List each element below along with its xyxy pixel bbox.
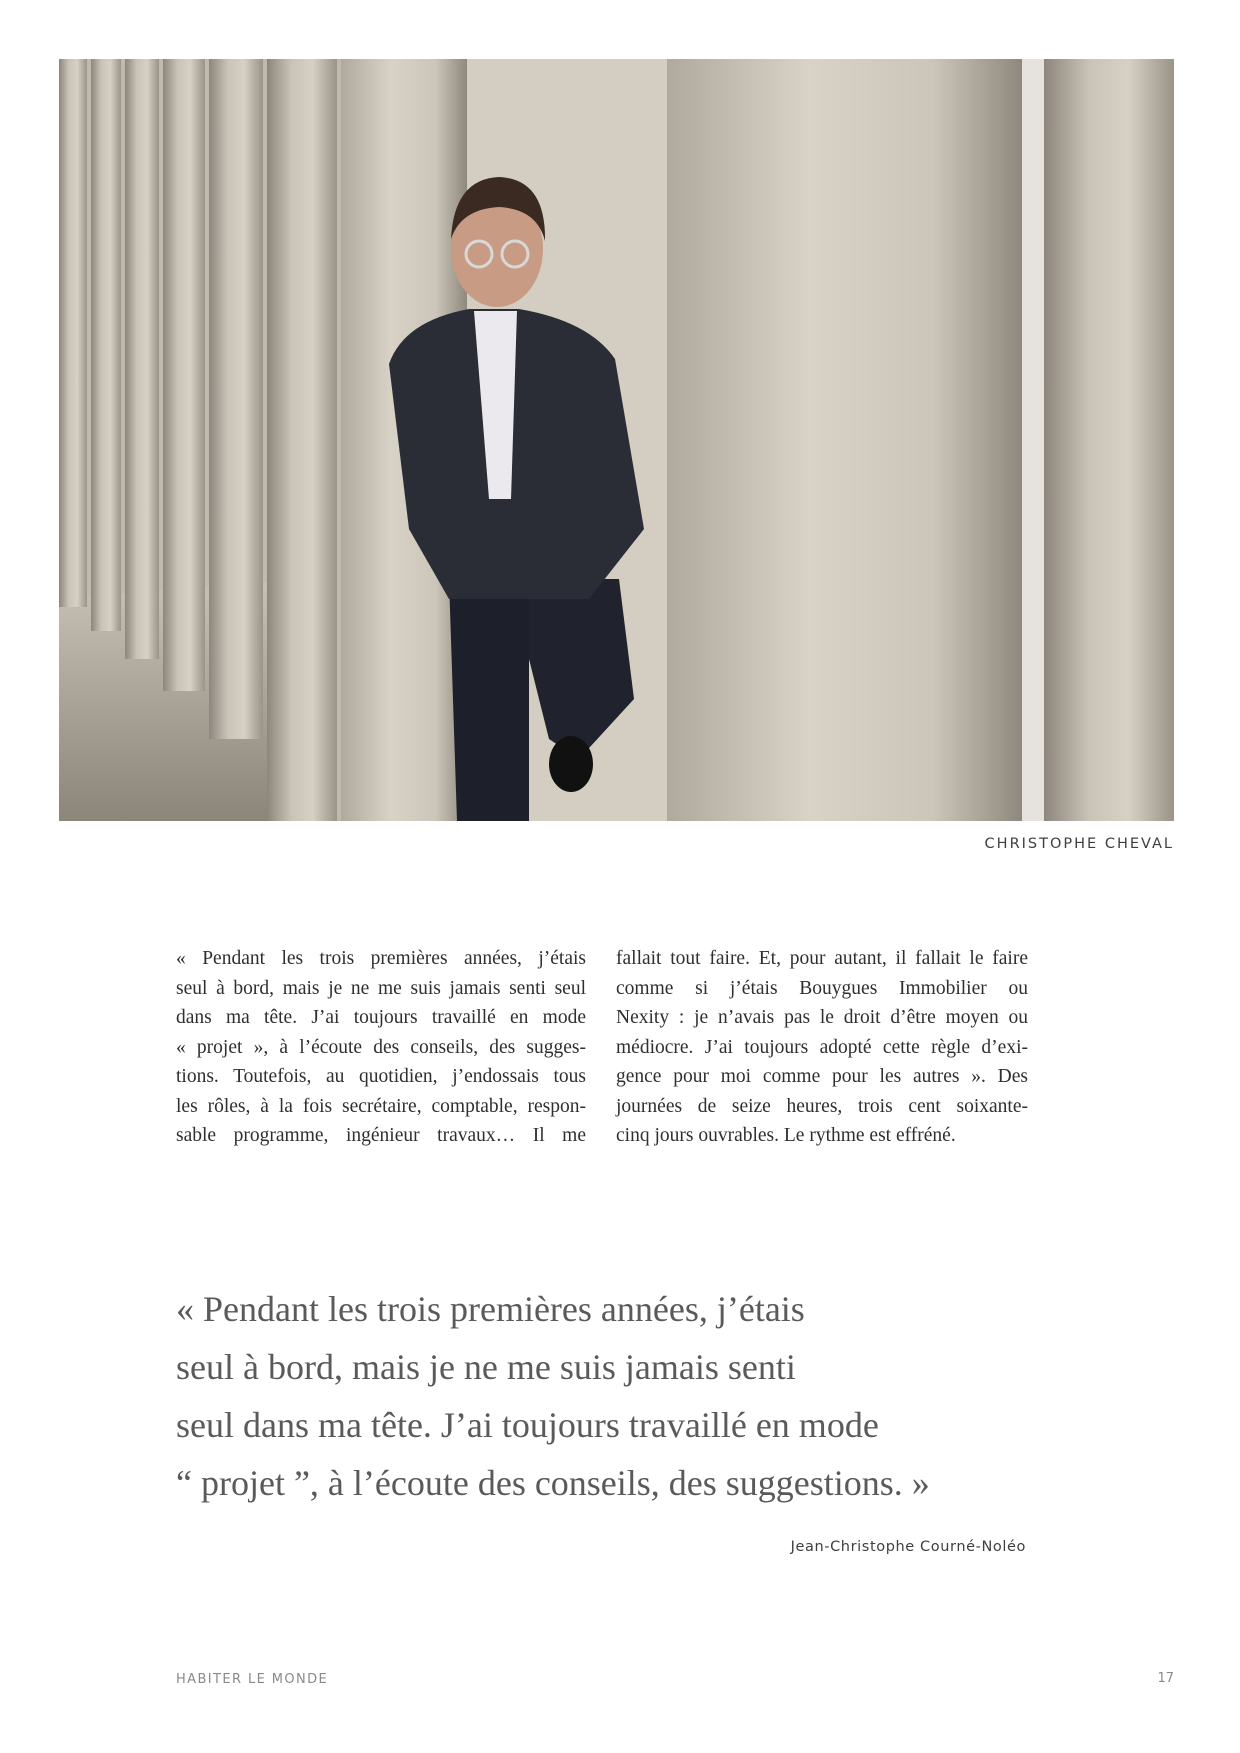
body-line: comme si j’étais Bouygues Immobilier ou	[616, 977, 1028, 999]
body-line: médiocre. J’ai toujours adopté cette règle d’exi-	[616, 1036, 1028, 1058]
body-line: seul à bord, mais je ne me suis jamais senti seul	[176, 977, 586, 999]
body-line: « projet », à l’écoute des conseils, des sugges-	[176, 1036, 586, 1058]
pull-quote-line: seul à bord, mais je ne me suis jamais senti	[176, 1347, 796, 1387]
body-line: les rôles, à la fois secrétaire, comptable, respon-	[176, 1095, 586, 1117]
body-column-left	[176, 944, 586, 1151]
pull-quote	[176, 1280, 1056, 1512]
body-line: sable programme, ingénieur travaux… Il me	[176, 1125, 586, 1146]
body-line: journées de seize heures, trois cent soixante-	[616, 1095, 1028, 1117]
pull-quote-line: seul dans ma tête. J’ai toujours travaillé en mode	[176, 1405, 879, 1445]
photo-credit: CHRISTOPHE CHEVAL	[984, 836, 1174, 852]
body-line: fallait tout faire. Et, pour autant, il fallait le faire	[616, 948, 1028, 969]
quote-attribution: Jean-Christophe Courné-Noléo	[790, 1539, 1026, 1555]
body-line: Nexity : je n’avais pas le droit d’être moyen ou	[616, 1007, 1028, 1028]
body-column-right	[616, 944, 1028, 1151]
colonnade-portrait-illustration	[59, 59, 1174, 821]
portrait-photo	[59, 59, 1174, 821]
pull-quote-line: “ projet ”, à l’écoute des conseils, des suggestions. »	[176, 1463, 930, 1503]
pull-quote-line: « Pendant les trois premières années, j’étais	[176, 1289, 805, 1329]
body-line: cinq jours ouvrables. Le rythme est effréné.	[616, 1125, 956, 1146]
body-line: « Pendant les trois premières années, j’étais	[176, 948, 586, 969]
body-line: dans ma tête. J’ai toujours travaillé en mode	[176, 1007, 586, 1028]
body-line: tions. Toutefois, au quotidien, j’endossais tous	[176, 1066, 586, 1087]
body-line: gence pour moi comme pour les autres ». Des	[616, 1066, 1028, 1087]
publication-title: HABITER LE MONDE	[176, 1672, 329, 1687]
page-number: 17	[1157, 1671, 1174, 1686]
